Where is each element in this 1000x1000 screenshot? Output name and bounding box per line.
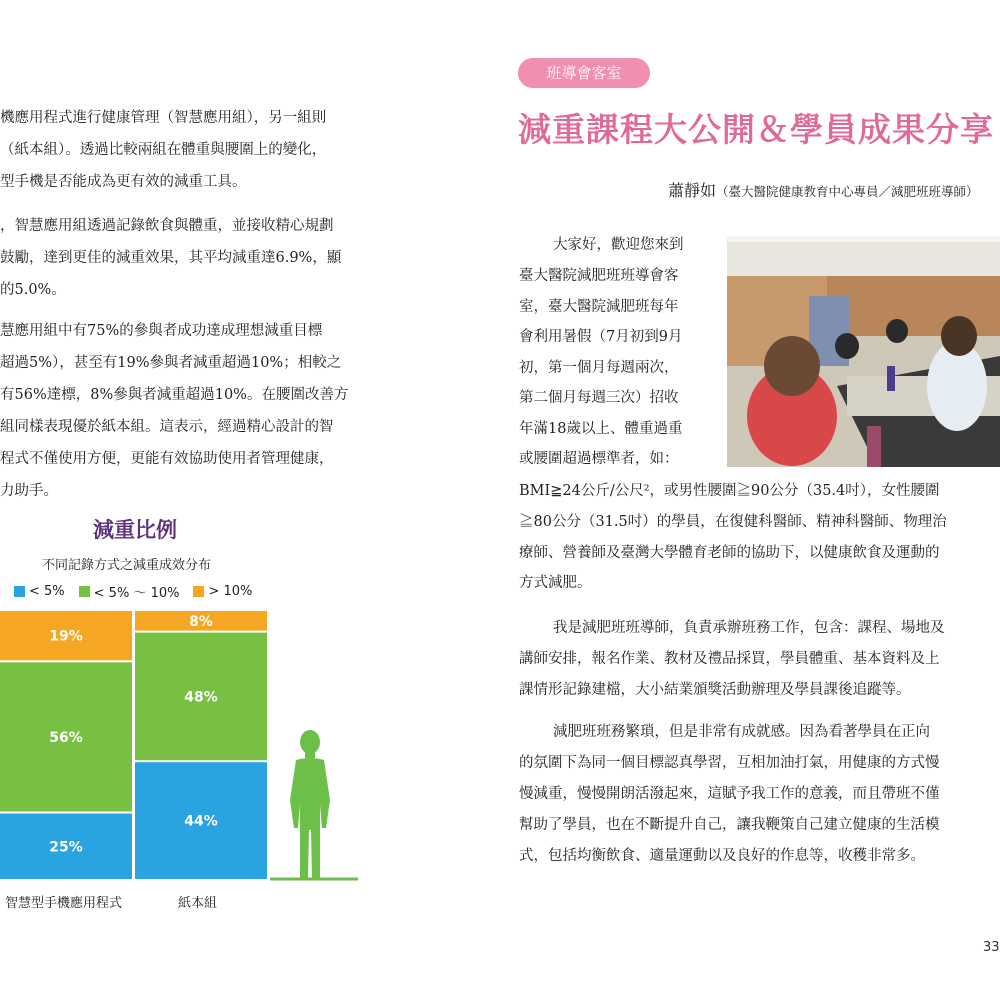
chart-subtitle: 不同記錄方式之減重成效分布 (42, 558, 212, 573)
para2-line-2: 講師安排，報名作業、教材及禮品採買，學員體重、基本資料及上 (519, 651, 940, 667)
para3-line-5: 式，包括均衡飲食、適量運動以及良好的作息等，收穫非常多。 (519, 848, 925, 864)
classroom-photo (727, 236, 1000, 467)
para1-line-2: 療師、營養師及臺灣大學體育老師的協助下，以健康飲食及運動的 (519, 545, 940, 561)
intro-line-6: 第二個月每週三次）招收 (519, 390, 679, 406)
bmi-line: BMI≧24公斤/公尺²，或男性腰圍≧90公分（35.4吋），女性腰圍 (519, 483, 940, 499)
category-label-app: 智慧型手機應用程式 (5, 896, 123, 911)
chart-legend (14, 582, 252, 601)
human-figure-icon (290, 730, 330, 878)
author-line (668, 178, 979, 201)
para1-line-1: ≧80公分（31.5吋）的學員，在復健科醫師、精神科醫師、物理治 (519, 514, 947, 530)
category-label-paper: 紙本組 (178, 896, 218, 911)
chart-title: 減重比例 (93, 518, 177, 542)
stacked-bar-chart (0, 600, 380, 885)
para3-line-4: 幫助了學員，也在不斷提升自己，讓我鞭策自己建立健康的生活模 (519, 817, 940, 833)
left-paragraph-3: 慧應用組中有75%的參與者成功達成理想減重目標 超過5%），甚至有19%參與者減重超過10%；相較之 有56%達標，8%參與者減重超過10%。在腰圍改善方 組同樣表現優於紙本組。這表示，經過精心設計的智 程式不僅使用方便，更能有效協助使用者管理健康， 力助手。 (0, 323, 349, 499)
bar-value-label: 48% (184, 689, 218, 706)
legend-item-5-to-10: < 5% ～ 10% (79, 582, 180, 601)
intro-line-8: 或腰圍超過標準者，如： (519, 451, 679, 467)
para2-line-1: 我是減肥班班導師，負責承辦班務工作，包含：課程、場地及 (553, 620, 945, 636)
intro-line-1: 大家好，歡迎您來到 (553, 237, 684, 253)
bar-value-label: 56% (49, 729, 83, 746)
intro-line-2: 臺大醫院減肥班班導會客 (519, 268, 679, 284)
bar-value-label: 8% (189, 613, 213, 630)
left-paragraph-2: ，智慧應用組透過記錄飲食與體重，並接收精心規劃 鼓勵，達到更佳的減重效果，其平均減重達6.9%，顯 的5.0%。 (0, 218, 342, 298)
author-name: 蕭靜如 (668, 181, 717, 200)
page-number: 33 (983, 940, 1000, 955)
intro-line-5: 初，第一個月每週兩次， (519, 360, 679, 376)
bar-value-label: 44% (184, 813, 218, 830)
bar-value-label: 25% (49, 839, 83, 856)
article-title: 減重課程大公開＆學員成果分享 (518, 110, 994, 149)
para3-line-2: 的氛圍下為同一個目標認真學習，互相加油打氣，用健康的方式慢 (519, 755, 940, 771)
author-affiliation: （臺大醫院健康教育中心專員／減肥班班導師） (716, 184, 979, 199)
para3-line-1: 減肥班班務繁瑣，但是非常有成就感。因為看著學員在正向 (553, 724, 930, 740)
left-page (0, 0, 400, 1000)
bar-value-label: 19% (49, 628, 83, 645)
legend-item-over-10: > 10% (193, 582, 252, 601)
intro-line-4: 會利用暑假（7月初到9月 (519, 329, 683, 345)
section-tag: 班導會客室 (518, 58, 650, 88)
left-paragraph-1: 機應用程式進行健康管理（智慧應用組），另一組則 （紙本組）。透過比較兩組在體重與腰圍上的變化， 型手機是否能成為更有效的減重工具。 (0, 110, 327, 190)
para2-line-3: 課情形記錄建檔，大小結業頒獎活動辦理及學員課後追蹤等。 (519, 682, 911, 698)
legend-swatch-orange (193, 586, 204, 597)
legend-swatch-green (79, 586, 90, 597)
intro-line-7: 年滿18歲以上、體重過重 (519, 421, 683, 437)
legend-swatch-blue (14, 586, 25, 597)
legend-item-under-5: < 5% (14, 582, 65, 601)
para3-line-3: 慢減重，慢慢開朗活潑起來，這賦予我工作的意義，而且帶班不僅 (519, 786, 940, 802)
para1-line-3: 方式減肥。 (519, 575, 592, 591)
intro-line-3: 室，臺大醫院減肥班每年 (519, 299, 679, 315)
